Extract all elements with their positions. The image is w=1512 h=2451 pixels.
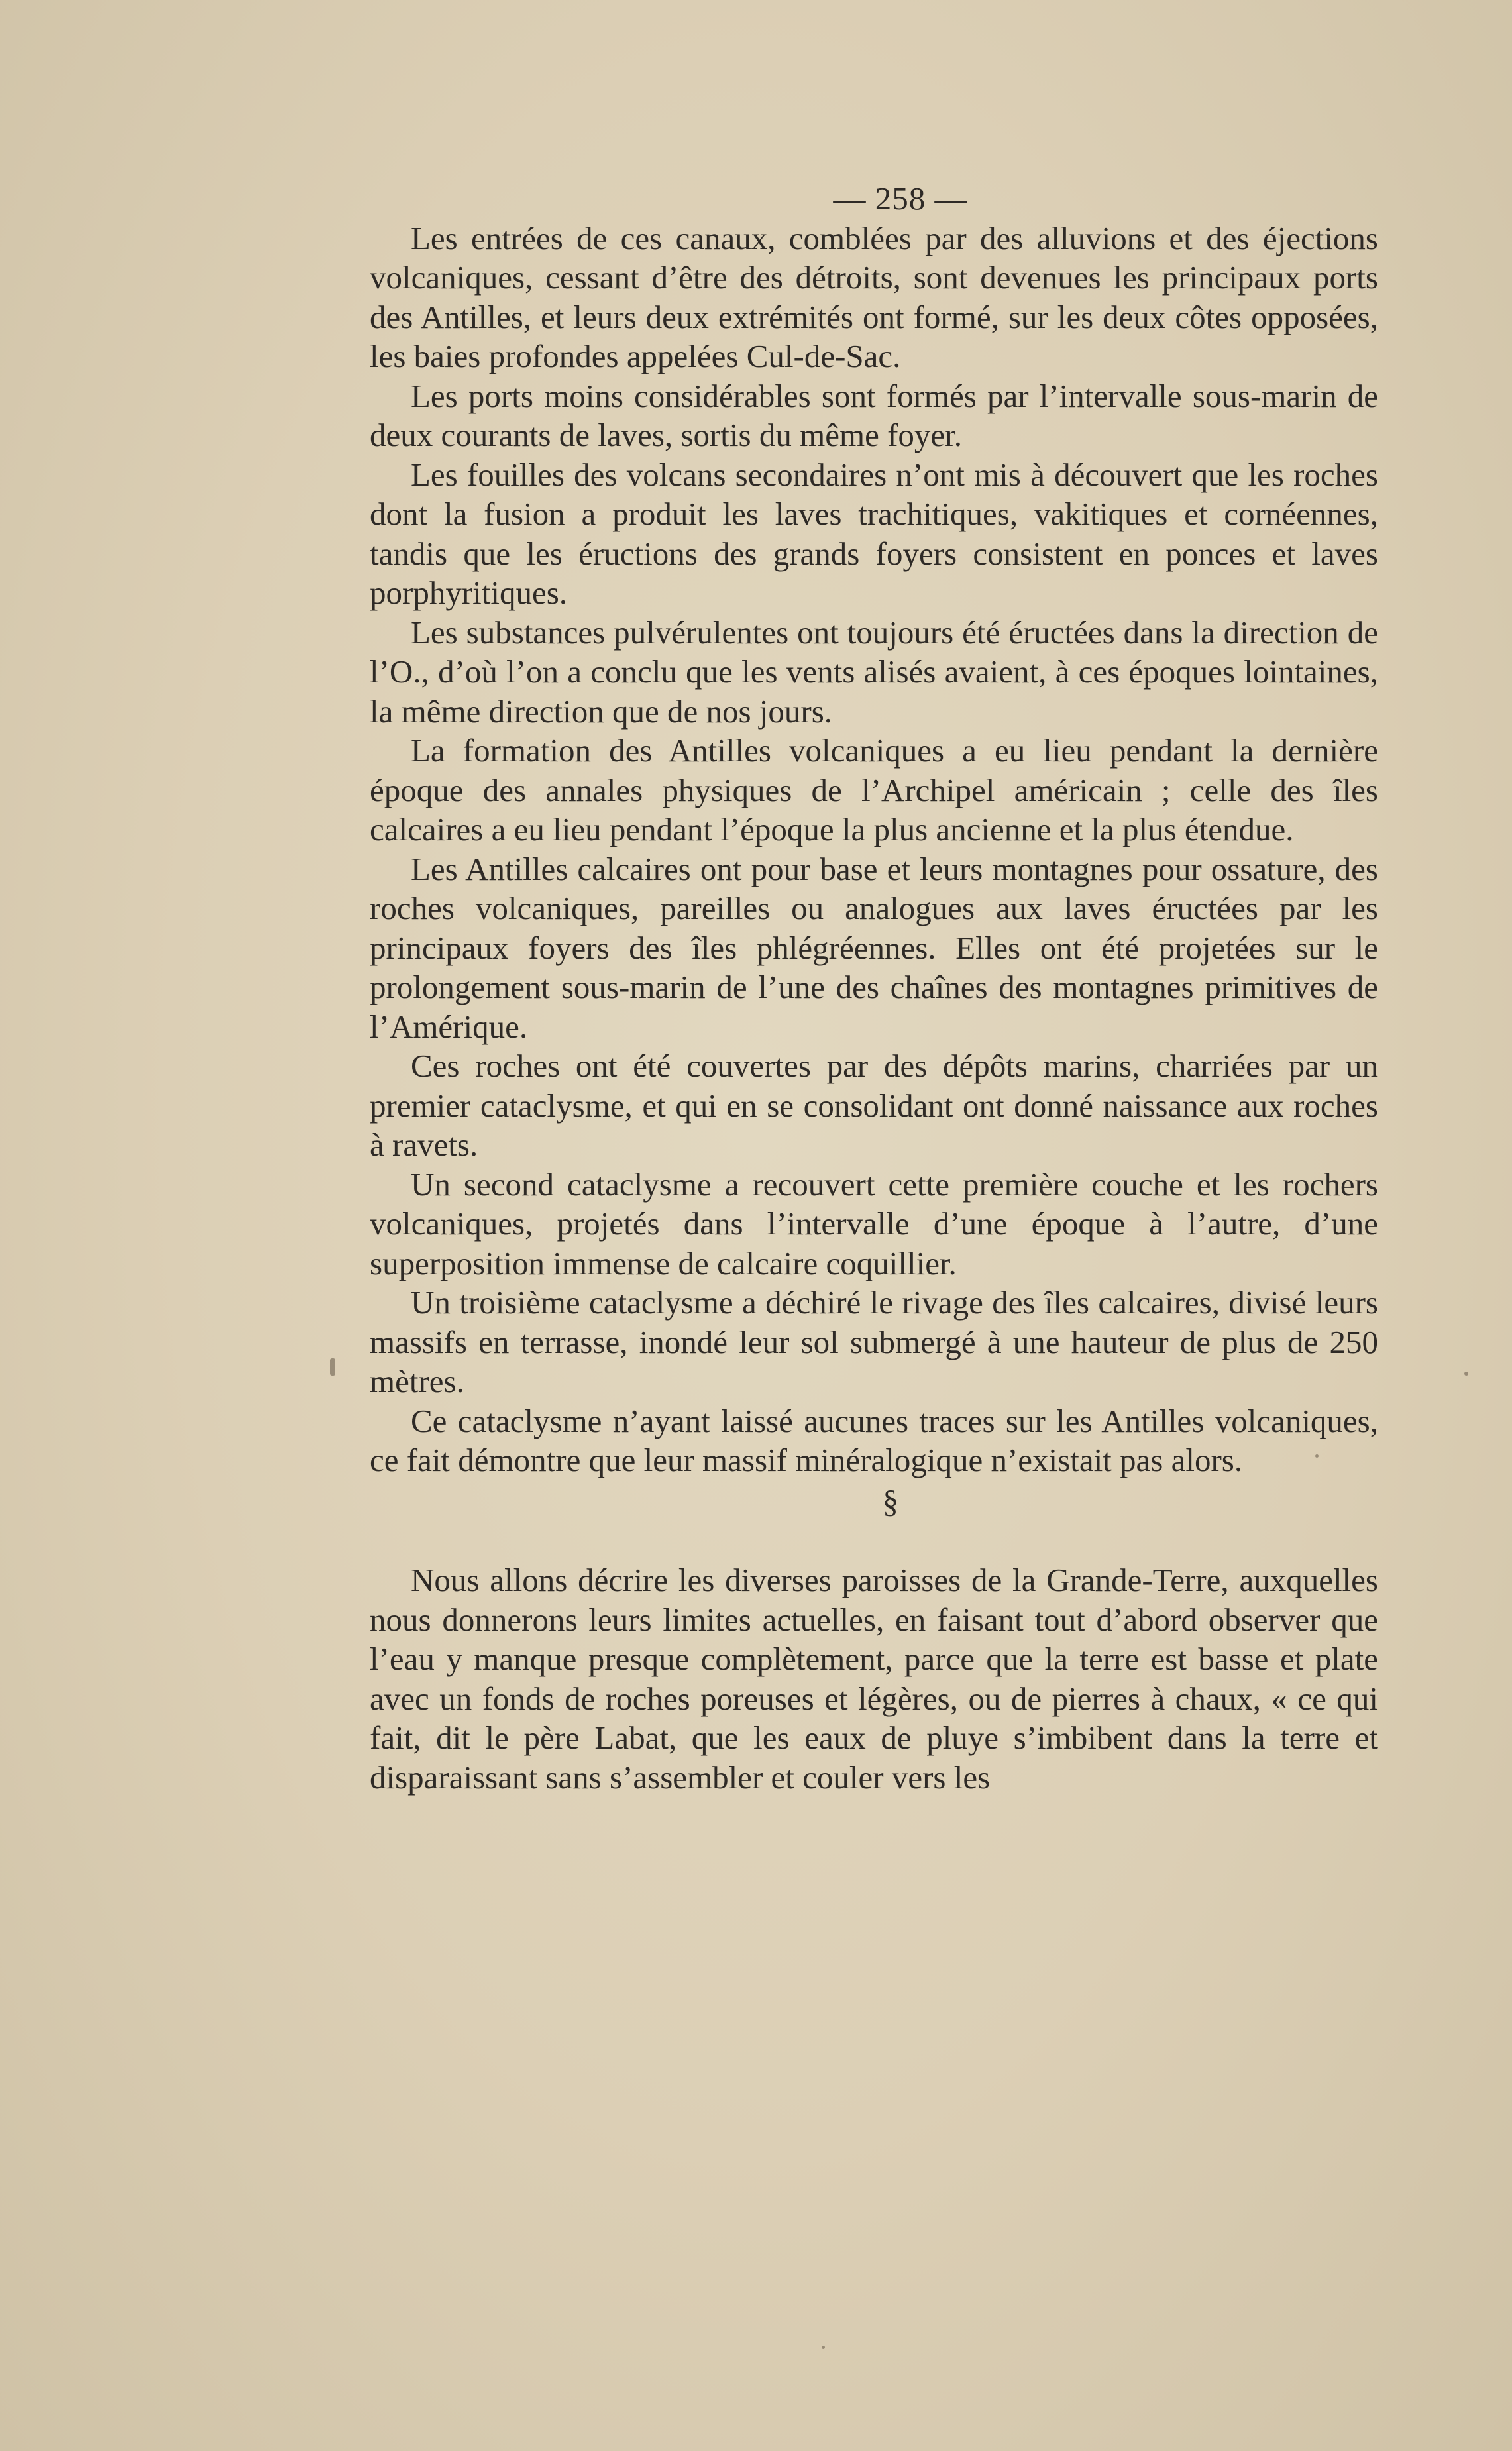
paragraph: Un troisième cataclysme a déchiré le rivage des îles calcaires, divisé leurs massifs en terrasse, inondé leur sol submergé à une hauteur de plus de 250 mètres.: [370, 1284, 1378, 1399]
paragraph: Les Antilles calcaires ont pour base et leurs montagnes pour ossature, des roches volcaniques, pareilles ou analogues aux laves éructées par les principaux foyers des îles phlégréennes. Elles ont été projetées sur le prolongement sous-marin de l’une des chaînes des montagnes primitives de l’Amérique.: [370, 850, 1378, 1045]
paper-speck: [1315, 1454, 1319, 1458]
paper-speck: [822, 2346, 825, 2349]
paragraph: Nous allons décrire les diverses paroisses de la Grande-Terre, auxquelles nous donnerons leurs limites actuelles, en faisant tout d’abord observer que l’eau y manque presque complètement, parce que la terre est basse et plate avec un fonds de roches poreuses et légères, ou de pierres à chaux, « ce qui fait, dit le père Labat, que les eaux de pluye s’imbibent dans la terre et disparaissant sans s’assembler et couler vers les: [370, 1562, 1378, 1796]
paper-speck: [330, 1358, 335, 1376]
section-mark: §: [882, 1482, 899, 1519]
paragraph: Les ports moins considérables sont formés par l’intervalle sous-marin de deux courants de laves, sortis du même foyer.: [370, 377, 1378, 453]
paragraph: Les fouilles des volcans secondaires n’ont mis à découvert que les roches dont la fusion a produit les laves trachitiques, vakitiques et cornéennes, tandis que les éructions des grands foyers consistent en ponces et laves porphyritiques.: [370, 456, 1378, 611]
paragraph: Ce cataclysme n’ayant laissé aucunes traces sur les Antilles volcaniques, ce fait démontre que leur massif minéralogique n’existait pas alors.: [370, 1402, 1378, 1478]
paragraph: Les entrées de ces canaux, comblées par des alluvions et des éjections volcaniques, cessant d’être des détroits, sont devenues les principaux ports des Antilles, et leurs deux extrémités ont formé, sur les deux côtes opposées, les baies profondes appelées Cul-de-Sac.: [370, 219, 1378, 374]
paragraph: La formation des Antilles volcaniques a eu lieu pendant la dernière époque des annales physiques de l’Archipel américain ; celle des îles calcaires a eu lieu pendant l’époque la plus ancienne et la plus étendue.: [370, 732, 1378, 847]
paragraph: Les substances pulvérulentes ont toujours été éructées dans la direction de l’O., d’où l’on a conclu que les vents alisés avaient, à ces époques lointaines, la même direction que de nos jours.: [370, 614, 1378, 730]
paragraph: Ces roches ont été couvertes par des dépôts marins, charriées par un premier cataclysme, et qui en se consolidant ont donné naissance aux roches à ravets.: [370, 1048, 1378, 1163]
paper-speck: [1464, 1372, 1468, 1376]
page-number: — 258 —: [833, 180, 968, 217]
page-text: [370, 179, 1378, 1797]
paragraph: Un second cataclysme a recouvert cette première couche et les rochers volcaniques, projetés dans l’intervalle d’une époque à l’autre, d’une superposition immense de calcaire coquillier.: [370, 1166, 1378, 1281]
